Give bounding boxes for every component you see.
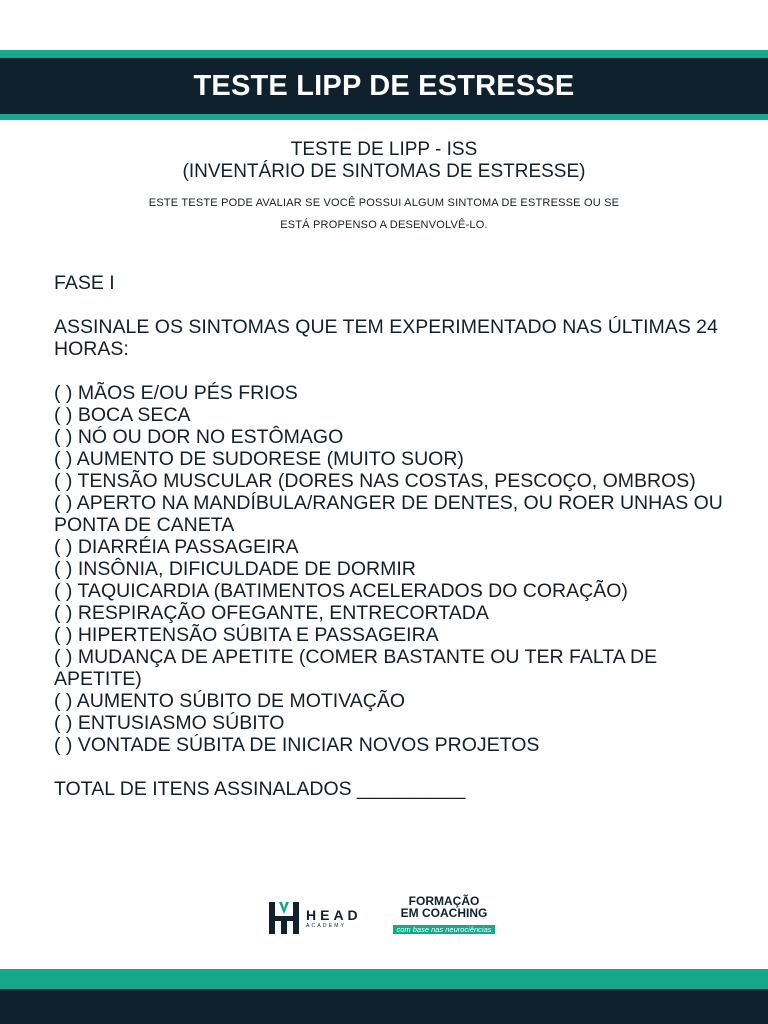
top-accent-bar — [0, 50, 768, 58]
symptom-item[interactable]: ( ) AUMENTO SÚBITO DE MOTIVAÇÃO — [54, 690, 406, 712]
symptom-item[interactable]: ( ) AUMENTO DE SUDORESE (MUITO SUOR) — [54, 448, 464, 470]
symptom-list — [54, 382, 744, 756]
subtitle-line-2: (INVENTÁRIO DE SINTOMAS DE ESTRESSE) — [182, 161, 586, 182]
symptom-item[interactable]: ( ) INSÔNIA, DIFICULDADE DE DORMIR — [54, 558, 416, 580]
total-checked-line: TOTAL DE ITENS ASSINALADOS __________ — [54, 778, 466, 800]
symptom-item[interactable]: ( ) VONTADE SÚBITA DE INICIAR NOVOS PROJETOS — [54, 734, 540, 756]
symptom-item[interactable]: ( ) TENSÃO MUSCULAR (DORES NAS COSTAS, PESCOÇO, OMBROS) — [54, 470, 696, 492]
page-title: TESTE LIPP DE ESTRESSE — [193, 69, 575, 102]
subtitle-line-1: TESTE DE LIPP - ISS — [290, 139, 478, 160]
header-bar — [0, 58, 768, 114]
formacao-tagline: com base nas neurociências — [393, 925, 494, 934]
description-line-1: ESTE TESTE PODE AVALIAR SE VOCÊ POSSUI ALGUM SINTOMA DE ESTRESSE OU SE — [148, 197, 620, 209]
symptom-item[interactable]: ( ) DIARRÉIA PASSAGEIRA — [54, 536, 299, 558]
head-logo-icon — [268, 900, 300, 936]
logo-academy-word: ACADEMY — [306, 922, 347, 929]
instruction-text: ASSINALE OS SINTOMAS QUE TEM EXPERIMENTADO NAS ÚLTIMAS 24 HORAS: — [54, 316, 718, 360]
formacao-line-1: FORMAÇÃO — [408, 894, 480, 908]
symptom-item[interactable]: ( ) HIPERTENSÃO SÚBITA E PASSAGEIRA — [54, 624, 439, 646]
symptom-item[interactable]: ( ) NÓ OU DOR NO ESTÔMAGO — [54, 426, 344, 448]
symptom-item[interactable]: ( ) ENTUSIASMO SÚBITO — [54, 712, 285, 734]
logo-head-word: HEAD — [306, 906, 362, 923]
symptom-item[interactable]: ( ) MUDANÇA DE APETITE (COMER BASTANTE OU TER FALTA DE APETITE) — [54, 646, 658, 690]
formacao-line-2: EM COACHING — [400, 906, 488, 920]
symptom-item[interactable]: ( ) MÃOS E/OU PÉS FRIOS — [54, 382, 298, 404]
head-logo-text — [306, 908, 362, 929]
head-academy-logo — [268, 900, 362, 936]
symptom-item[interactable]: ( ) TAQUICARDIA (BATIMENTOS ACELERADOS DO CORAÇÃO) — [54, 580, 628, 602]
footer-bar — [0, 989, 768, 1024]
phase-label: FASE I — [54, 272, 115, 294]
header-accent-line — [0, 114, 768, 120]
formacao-coaching-logo — [390, 895, 498, 937]
description-line-2: ESTÁ PROPENSO A DESENVOLVÊ-LO. — [280, 219, 488, 231]
symptom-item[interactable]: ( ) APERTO NA MANDÍBULA/RANGER DE DENTES, OU ROER UNHAS OU PONTA DE CANETA — [54, 492, 723, 536]
symptom-item[interactable]: ( ) BOCA SECA — [54, 404, 191, 426]
questionnaire — [54, 272, 744, 800]
symptom-item[interactable]: ( ) RESPIRAÇÃO OFEGANTE, ENTRECORTADA — [54, 602, 489, 624]
bottom-accent-bar — [0, 969, 768, 989]
